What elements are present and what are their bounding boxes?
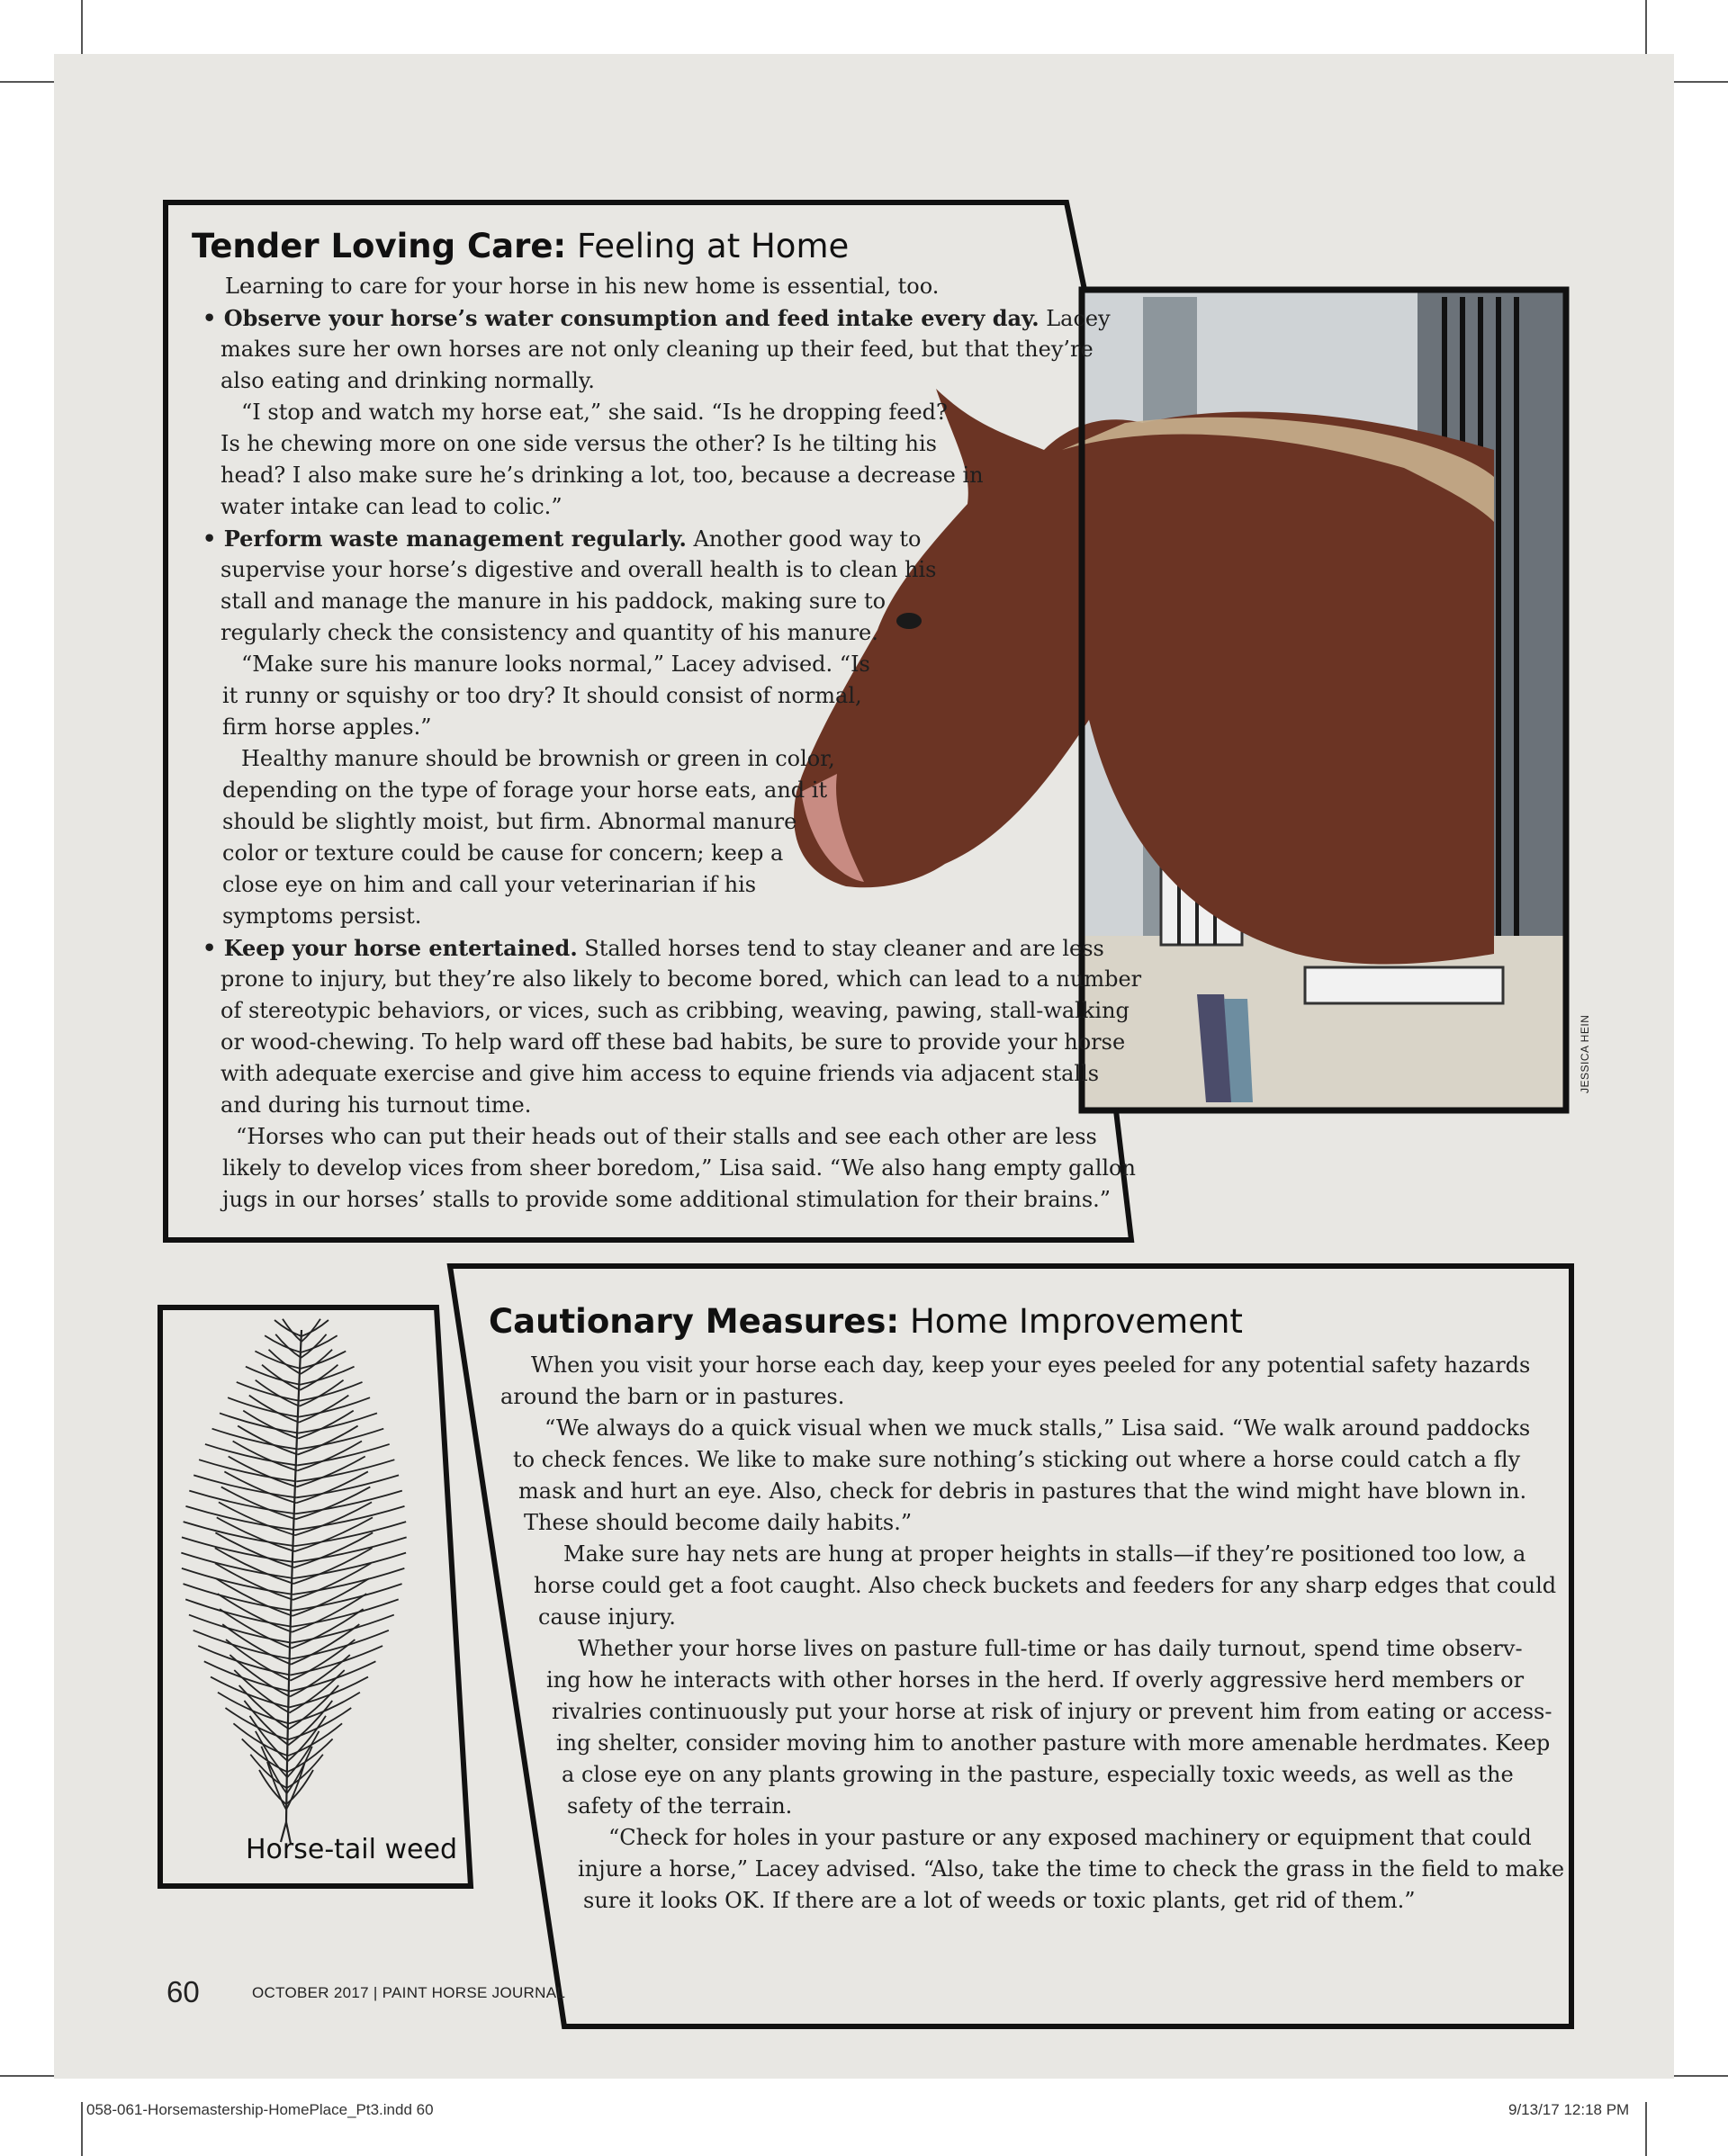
heading-rest: Home Improvement [909,1302,1243,1341]
body-line: Whether your horse lives on pasture full-time or has daily turnout, spend time observ- [578,1636,1523,1661]
heading-rest: Feeling at Home [577,227,850,265]
body-line: and during his turnout time. [220,1092,532,1118]
body-line: supervise your horse’s digestive and overall health is to clean his [220,557,937,582]
body-line: close eye on him and call your veterinarian if his [222,872,757,897]
body-line: around the barn or in pastures. [500,1384,845,1409]
body-line: stall and manage the manure in his paddock, making sure to [220,588,886,614]
weed-caption: Horse-tail weed [246,1834,458,1865]
body-line: prone to injury, but they’re also likely to become bored, which can lead to a number [220,966,1142,992]
body-line: regularly check the consistency and quantity of his manure. [220,620,878,645]
section-heading [489,1302,1243,1341]
body-line: a close eye on any plants growing in the pasture, especially toxic weeds, as well as the [562,1762,1514,1787]
body-line: “Check for holes in your pasture or any exposed machinery or equipment that could [608,1825,1532,1850]
bullet-line [202,523,922,555]
body-line: jugs in our horses’ stalls to provide some additional stimulation for their brains.” [222,1187,1112,1212]
body-line: Is he chewing more on one side versus the other? Is he tilting his [220,431,937,456]
body-line: with adequate exercise and give him access to equine friends via adjacent stalls [220,1061,1100,1086]
body-line: ing shelter, consider moving him to another pasture with more amenable herdmates. Keep [556,1730,1551,1756]
body-line: makes sure her own horses are not only cleaning up their feed, but that they’re [220,337,1094,362]
bullet-lead: • Perform waste management regularly. [202,526,687,552]
body-line: firm horse apples.” [222,714,432,740]
body-line: also eating and drinking normally. [220,368,595,393]
issue-line: OCTOBER 2017 | PAINT HORSE JOURNAL [252,1984,566,2001]
body-line: likely to develop vices from sheer boredom,” Lisa said. “We also hang empty gallon [222,1155,1136,1181]
body-line: Make sure hay nets are hung at proper heights in stalls—if they’re positioned too low, a [563,1541,1526,1567]
bullet-text: Another good way to [686,526,922,552]
body-line: depending on the type of forage your horse eats, and it [222,777,828,803]
section-heading [192,227,849,265]
slug-filename: 058-061-Horsemastership-HomePlace_Pt3.indd 60 [86,2101,434,2118]
body-line: Healthy manure should be brownish or green in color, [241,746,835,771]
body-line: These should become daily habits.” [524,1510,913,1535]
body-line: injure a horse,” Lacey advised. “Also, take the time to check the grass in the field to make [578,1856,1565,1882]
body-line: sure it looks OK. If there are a lot of weeds or toxic plants, get rid of them.” [583,1888,1416,1913]
body-line: of stereotypic behaviors, or vices, such as cribbing, weaving, pawing, stall-walking [220,998,1130,1023]
body-line: When you visit your horse each day, keep your eyes peeled for any potential safety hazards [531,1352,1531,1378]
body-line: horse could get a foot caught. Also check buckets and feeders for any sharp edges that could [534,1573,1557,1598]
body-line: head? I also make sure he’s drinking a lot, too, because a decrease in [220,463,984,488]
page-number: 60 [166,1975,200,2008]
bullet-text: Stalled horses tend to stay cleaner and are less [577,936,1104,961]
body-line: or wood-chewing. To help ward off these bad habits, be sure to provide your horse [220,1029,1126,1055]
body-line: should be slightly moist, but firm. Abnormal manure [222,809,797,834]
body-line: “We always do a quick visual when we muck stalls,” Lisa said. “We walk around paddocks [544,1415,1531,1441]
body-line: rivalries continuously put your horse at risk of injury or prevent him from eating or access- [552,1699,1552,1724]
body-line: Learning to care for your horse in his new home is essential, too. [225,274,940,299]
bullet-line [202,302,1111,335]
body-line: color or texture could be cause for concern; keep a [222,840,784,866]
body-line: “Make sure his manure looks normal,” Lacey advised. “Is [241,651,870,677]
body-line: cause injury. [538,1604,676,1630]
heading-bold: Tender Loving Care: [192,227,567,265]
body-line: to check fences. We like to make sure nothing’s sticking out where a horse could catch a fly [513,1447,1521,1472]
bullet-text: Lacey [1039,306,1111,331]
bullet-lead: • Observe your horse’s water consumption and feed intake every day. [202,305,1040,331]
bullet-line [202,932,1104,965]
body-line: mask and hurt an eye. Also, check for debris in pastures that the wind might have blown in. [518,1478,1527,1504]
body-line: safety of the terrain. [567,1793,793,1819]
body-line: “I stop and watch my horse eat,” she said. “Is he dropping feed? [241,400,948,425]
bullet-lead: • Keep your horse entertained. [202,935,578,961]
body-line: it runny or squishy or too dry? It should consist of normal, [222,683,862,708]
body-line: “Horses who can put their heads out of their stalls and see each other are less [236,1124,1097,1149]
body-line: ing how he interacts with other horses in the herd. If overly aggressive herd members or [546,1667,1525,1693]
slug-datetime: 9/13/17 12:18 PM [1508,2101,1630,2118]
body-line: symptoms persist. [222,903,422,929]
heading-bold: Cautionary Measures: [489,1302,900,1341]
body-line: water intake can lead to colic.” [220,494,562,519]
photo-credit: JESSICA HEIN [1579,1014,1591,1093]
